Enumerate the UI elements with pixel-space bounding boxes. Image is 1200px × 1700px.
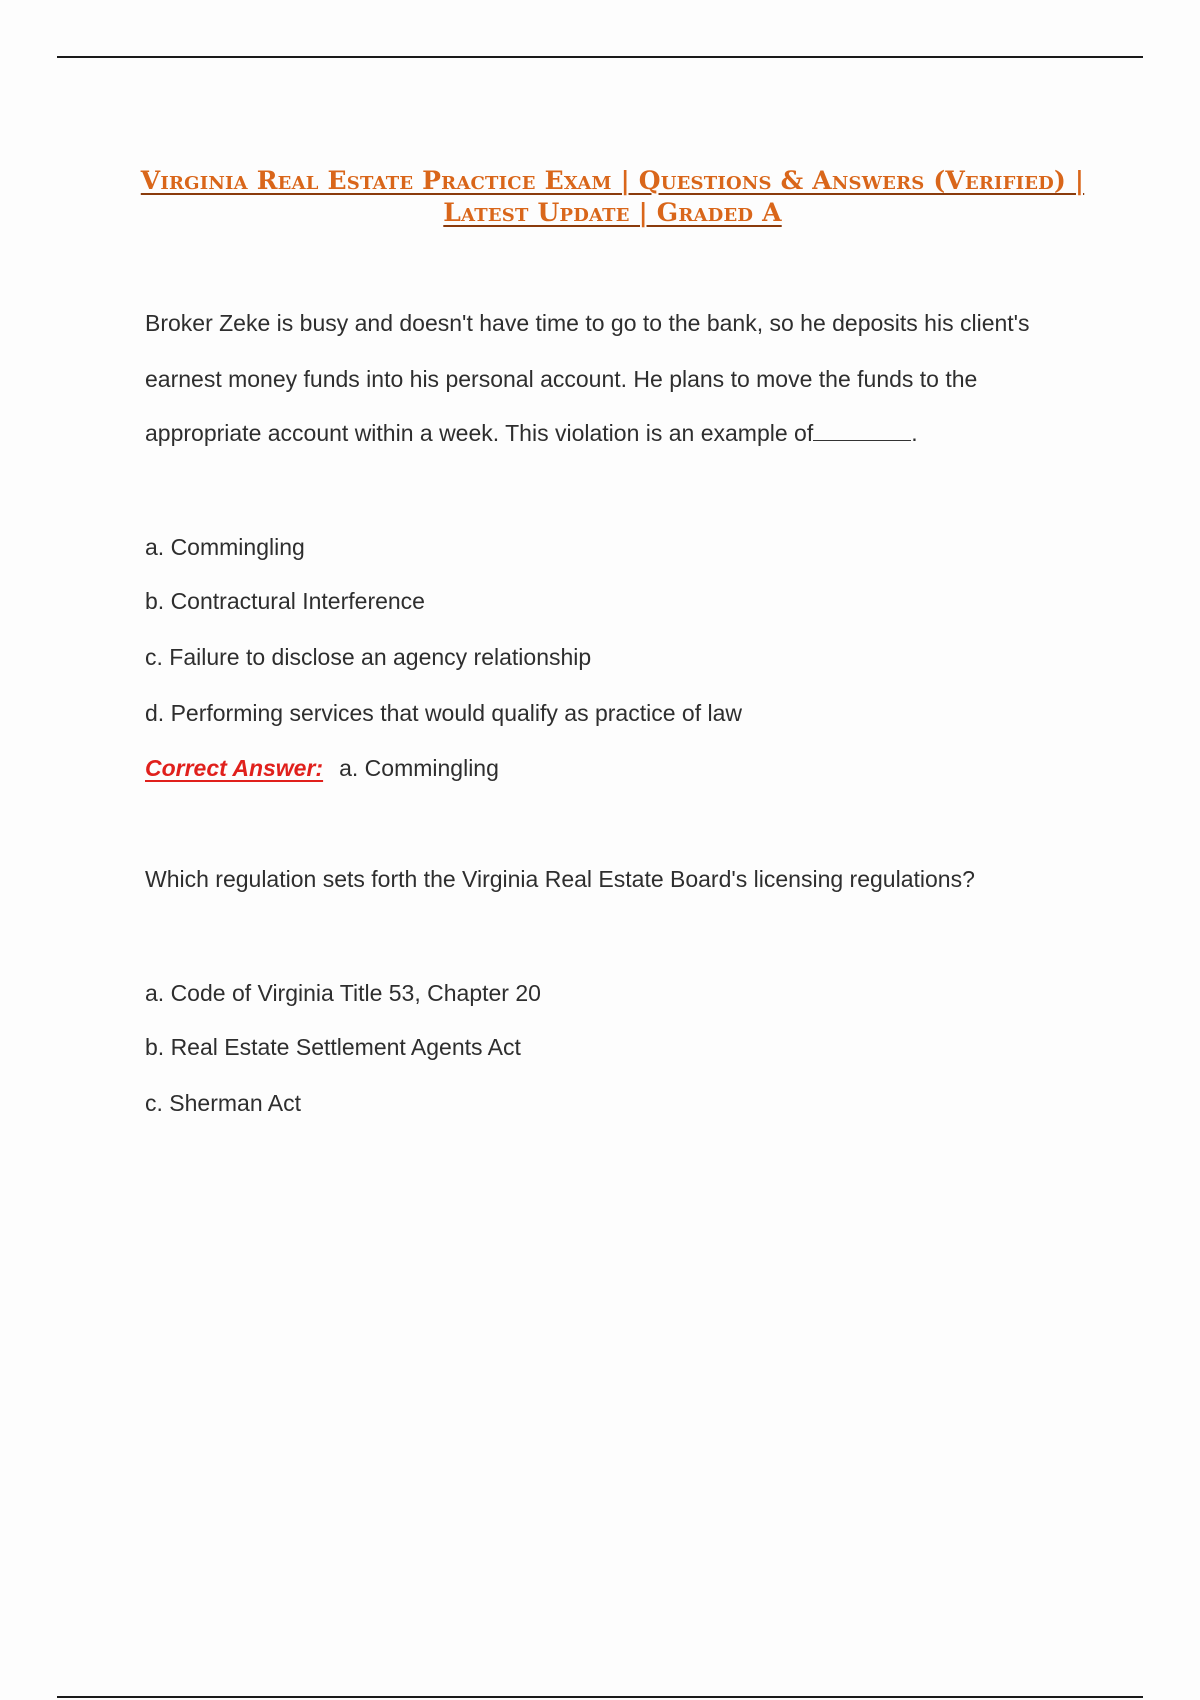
title-line-2: Latest Update | Graded A xyxy=(443,198,782,227)
question-1-stem-line-1: Broker Zeke is busy and doesn't have time to go to the bank, so he deposits his client's xyxy=(145,310,1030,336)
question-1-option-d: d. Performing services that would qualify as practice of law xyxy=(145,700,742,726)
correct-answer-label: Correct Answer: xyxy=(145,755,324,781)
correct-answer-value: a. Commingling xyxy=(339,755,499,781)
header-rule xyxy=(57,56,1143,58)
question-2-option-b: b. Real Estate Settlement Agents Act xyxy=(145,1034,521,1060)
question-1-option-c: c. Failure to disclose an agency relationship xyxy=(145,644,592,670)
question-2-option-a: a. Code of Virginia Title 53, Chapter 20 xyxy=(145,980,541,1006)
question-1-option-b: b. Contractural Interference xyxy=(145,588,425,614)
answer-blank xyxy=(813,420,911,441)
question-1-stem-line-2: earnest money funds into his personal account. He plans to move the funds to the xyxy=(145,366,978,392)
question-2-stem-line-1: Which regulation sets forth the Virginia Real Estate Board's licensing regulations? xyxy=(145,866,975,892)
question-2-option-c: c. Sherman Act xyxy=(145,1090,301,1116)
question-1-correct-answer xyxy=(145,753,499,783)
title-line-1: Virginia Real Estate Practice Exam | Questions & Answers (Verified) | xyxy=(140,166,1085,195)
question-1-option-a: a. Commingling xyxy=(145,534,305,560)
footer-rule xyxy=(57,1696,1143,1698)
question-1-stem-line-3: appropriate account within a week. This violation is an example of . xyxy=(145,420,918,446)
